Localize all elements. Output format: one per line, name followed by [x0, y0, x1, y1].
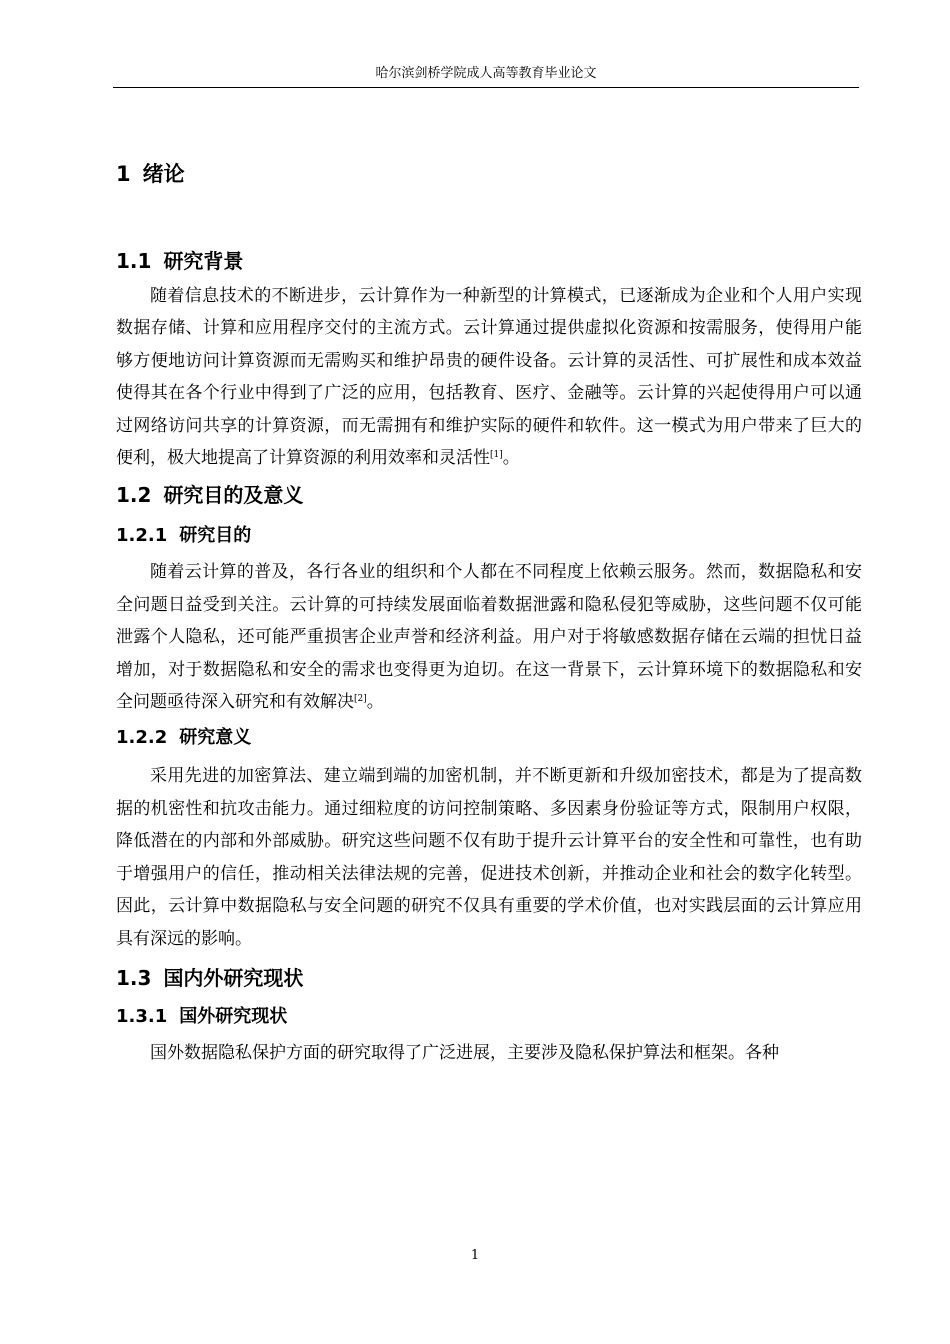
section-number: 1.3: [116, 965, 152, 990]
section-heading-1-1: [116, 246, 862, 276]
paragraph-text: 随着云计算的普及，各行各业的组织和个人都在不同程度上依赖云服务。然而，数据隐私和安全问题日益受到关注。云计算的可持续发展面临着数据泄露和隐私侵犯等威胁，这些问题不仅可能泄露个人隐私，还可能严重损害企业声誉和经济利益。用户对于将敏感数据存储在云端的担忧日益增加，对于数据隐私和安全的需求也变得更为迫切。在这一背景下，云计算环境下的数据隐私和安全问题亟待深入研究和有效解决: [116, 562, 862, 713]
subsection-title: 研究目的: [179, 525, 252, 547]
subsection-heading-1-2-1: [116, 522, 862, 550]
subsection-heading-1-3-1: [116, 1003, 862, 1031]
section-heading-1-3: [116, 963, 862, 993]
subsection-number: 1.3.1: [116, 1005, 168, 1027]
page-header: 哈尔滨剑桥学院成人高等教育毕业论文: [375, 66, 597, 81]
section-title: 国内外研究现状: [163, 965, 304, 990]
section-number: 1.2: [116, 483, 152, 508]
paragraph-significance: [116, 760, 862, 954]
chapter-number: 1: [116, 162, 131, 186]
subsection-heading-1-2-2: [116, 724, 862, 752]
citation-ref: [1]: [490, 450, 503, 461]
paragraph-background: [116, 280, 862, 474]
subsection-title: 研究意义: [179, 727, 252, 749]
chapter-heading: [116, 158, 862, 190]
paragraph-text: 国外数据隐私保护方面的研究取得了广泛进展，主要涉及隐私保护算法和框架。各种: [150, 1042, 779, 1063]
paragraph-end: 。: [502, 448, 520, 469]
paragraph-foreign-research: [116, 1037, 862, 1069]
document-body: [116, 158, 862, 1069]
section-title: 研究目的及意义: [163, 483, 304, 508]
subsection-title: 国外研究现状: [179, 1005, 288, 1027]
subsection-number: 1.2.1: [116, 525, 168, 547]
paragraph-text: 随着信息技术的不断进步，云计算作为一种新型的计算模式，已逐渐成为企业和个人用户实现数据存储、计算和应用程序交付的主流方式。云计算通过提供虚拟化资源和按需服务，使得用户能够方便地访问计算资源而无需购买和维护昂贵的硬件设备。云计算的灵活性、可扩展性和成本效益使得其在各个行业中得到了广泛的应用，包括教育、医疗、金融等。云计算的兴起使得用户可以通过网络访问共享的计算资源，而无需拥有和维护实际的硬件和软件。这一模式为用户带来了巨大的便利，极大地提高了计算资源的利用效率和灵活性: [116, 286, 862, 469]
paragraph-text: 采用先进的加密算法、建立端到端的加密机制，并不断更新和升级加密技术，都是为了提高数据的机密性和抗攻击能力。通过细粒度的访问控制策略、多因素身份验证等方式，限制用户权限，降低潜在的内部和外部威胁。研究这些问题不仅有助于提升云计算平台的安全性和可靠性，也有助于增强用户的信任，推动相关法律法规的完善，促进技术创新，并推动企业和社会的数字化转型。因此，云计算中数据隐私与安全问题的研究不仅具有重要的学术价值，也对实践层面的云计算应用具有深远的影响。: [116, 766, 862, 949]
paragraph-end: 。: [366, 692, 384, 713]
header-divider: [113, 87, 859, 88]
citation-ref: [2]: [354, 694, 367, 705]
section-title: 研究背景: [163, 249, 244, 273]
paragraph-purpose: [116, 556, 862, 718]
chapter-title: 绪论: [142, 162, 185, 186]
section-number: 1.1: [116, 249, 152, 273]
section-heading-1-2: [116, 480, 862, 510]
subsection-number: 1.2.2: [116, 727, 168, 749]
page-number: 1: [470, 1248, 480, 1263]
